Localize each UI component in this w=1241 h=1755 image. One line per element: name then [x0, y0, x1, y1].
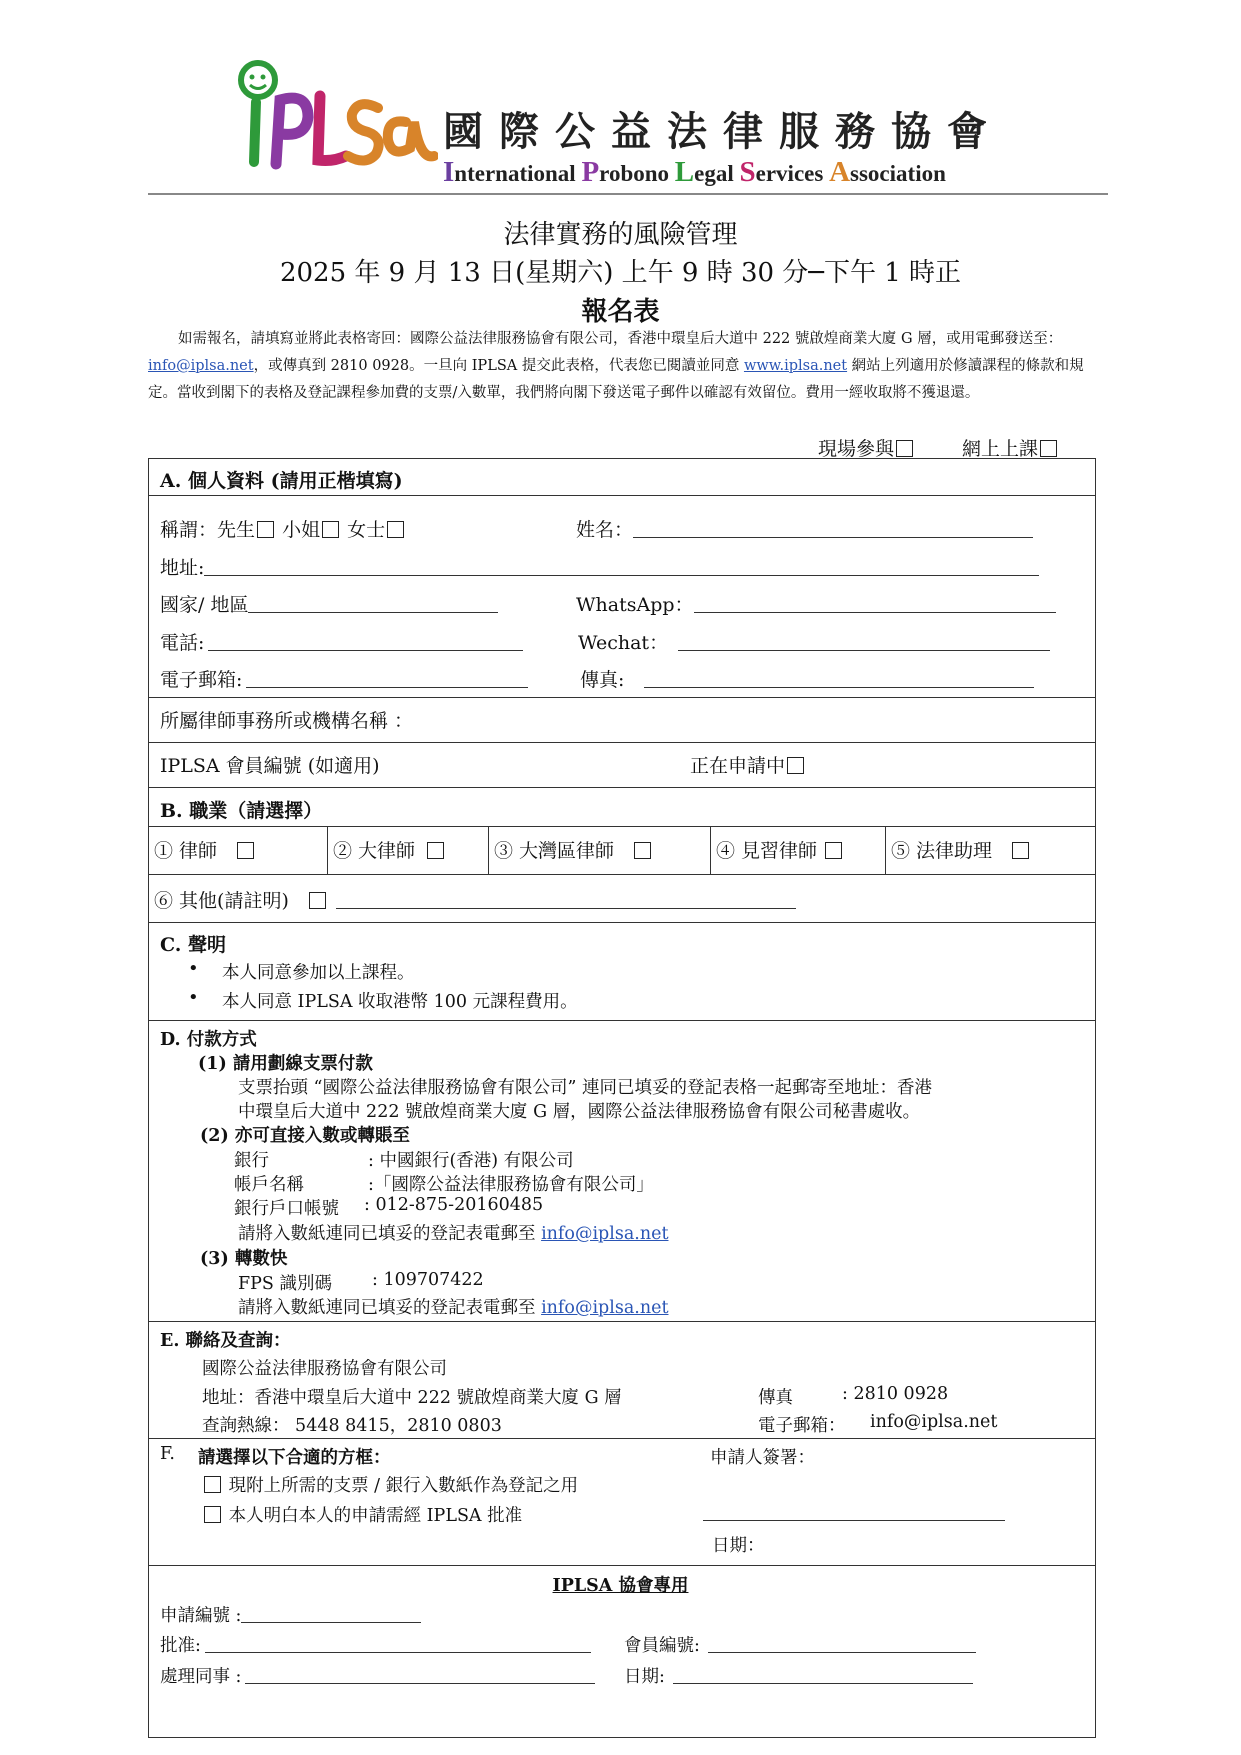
intro-paragraph: 如需報名，請填寫並將此表格寄回：國際公益法律服務協會有限公司，香港中環皇后大道中 222 號啟煌商業大廈 G 層，或用電郵發送至：info@iplsa.net，或傳真到 2810 0928。一旦向 IPLSA 提交此表格，代表您已閱讀並同意 www.iplsa.net 網站上列適用於修讀課程的條款和規定。當收到閣下的表格及登記課程參加費的支票/入數單，我們將向閣下發送電子郵件以確認有效留位。費用一經收取將不獲退還。 [148, 331, 1084, 401]
fax-field: 傳真: [580, 665, 1034, 692]
intro-website-link[interactable]: www.iplsa.net [743, 358, 848, 374]
section-b-heading: B. 職業（請選擇） [160, 800, 323, 822]
country-input-line[interactable] [248, 595, 498, 613]
account-name-label: 帳戶名稱 [234, 1175, 304, 1195]
course-datetime: 2025 年 9 月 13 日(星期六) 上午 9 時 30 分─下午 1 時正 [279, 258, 962, 288]
logo-chinese-name: 國際公益法律服務協會 [443, 108, 1003, 155]
cheque-instructions: 支票抬頭 “國際公益法律服務協會有限公司” 連同已填妥的登記表格一起郵寄至地址：香港 [238, 1078, 933, 1098]
signature-date-label[interactable]: 日期： [712, 1536, 765, 1556]
email-field: 電子郵箱: [160, 665, 528, 692]
bank-value: : 中國銀行(香港) 有限公司 [368, 1151, 574, 1171]
office-date-line[interactable] [673, 1666, 973, 1684]
applying-option: 正在申請中 [690, 751, 806, 778]
occupation-trainee[interactable]: ④ 見習律師 [716, 836, 844, 863]
office-date-field: 日期: [624, 1663, 973, 1688]
iplsa-logo-icon [238, 52, 438, 182]
barrister-checkbox[interactable] [427, 842, 444, 859]
divider [148, 1438, 1096, 1439]
approval-ack-checkbox[interactable] [204, 1506, 221, 1523]
section-d-heading: D. 付款方式 [160, 1030, 257, 1050]
fps-label: FPS 識別碼 [238, 1274, 332, 1294]
divider [885, 826, 886, 874]
staff-field: 處理同事 : [160, 1663, 595, 1688]
online-checkbox[interactable] [1040, 440, 1057, 457]
trainee-checkbox[interactable] [825, 842, 842, 859]
declaration-item: 本人同意 IPLSA 收取港幣 100 元課程費用。 [222, 992, 578, 1012]
country-field: 國家/ 地區 [160, 590, 498, 617]
divider [488, 826, 489, 874]
fax-input-line[interactable] [644, 670, 1034, 688]
section-f-heading: 請選擇以下合適的方框： [198, 1448, 391, 1468]
divider [148, 1565, 1096, 1566]
account-name-value: :「國際公益法律服務協會有限公司」 [368, 1175, 654, 1195]
contact-fax-label: 傳真 [758, 1388, 793, 1408]
staff-line[interactable] [245, 1666, 595, 1684]
bullet-icon: • [188, 987, 199, 1008]
occupation-lawyer[interactable]: ① 律師 [154, 836, 256, 863]
occupation-barrister[interactable]: ② 大律師 [333, 836, 446, 863]
contact-email-label: 電子郵箱： [758, 1416, 846, 1436]
whatsapp-input-line[interactable] [694, 595, 1056, 613]
approval-line[interactable] [205, 1635, 591, 1653]
office-use-heading: IPLSA 協會專用 [552, 1576, 689, 1596]
course-title: 法律實務的風險管理 [503, 220, 738, 250]
approval-field: 批准: [160, 1632, 591, 1657]
signature-line[interactable] [703, 1520, 1005, 1521]
other-checkbox[interactable] [309, 892, 326, 909]
header-divider [148, 193, 1108, 195]
divider [148, 495, 1096, 496]
miss-checkbox[interactable] [322, 521, 339, 538]
paralegal-checkbox[interactable] [1012, 842, 1029, 859]
iplsa-logo [238, 52, 1018, 192]
application-number-line[interactable] [241, 1605, 421, 1623]
payment-method-1-title: (1) 請用劃線支票付款 [198, 1054, 373, 1074]
bullet-icon: • [188, 958, 199, 979]
member-no-field: 會員編號: [624, 1632, 976, 1657]
occupation-other[interactable]: ⑥ 其他(請註明) [154, 886, 796, 913]
divider [710, 826, 711, 874]
onsite-checkbox[interactable] [896, 440, 913, 457]
org-address: 地址：香港中環皇后大道中 222 號啟煌商業大廈 G 層 [202, 1388, 622, 1408]
send-slip-note: 請將入數紙連同已填妥的登記表電郵至 info@iplsa.net [238, 1224, 669, 1244]
phone-input-line[interactable] [208, 633, 523, 651]
name-input-line[interactable] [633, 520, 1033, 538]
divider [148, 1321, 1096, 1322]
phone-field: 電話: [160, 628, 523, 655]
confirm-option-2: 本人明白本人的申請需經 IPLSA 批准 [202, 1502, 522, 1527]
address-input-line[interactable] [204, 558, 1039, 576]
contact-fax-value: : 2810 0928 [842, 1384, 949, 1404]
address-field: 地址: [160, 553, 1039, 580]
logo-english-name: International Probono Legal Services Association [443, 156, 946, 188]
fps-email-link[interactable]: info@iplsa.net [541, 1298, 669, 1318]
form-title: 報名表 [581, 297, 660, 327]
section-c-heading: C. 聲明 [160, 934, 227, 956]
account-number-value: : 012-875-20160485 [364, 1195, 544, 1215]
send-slip-note: 請將入數紙連同已填妥的登記表電郵至 info@iplsa.net [238, 1298, 669, 1318]
hotline: 查詢熱線： 5448 8415，2810 0803 [202, 1416, 502, 1436]
divider [148, 787, 1096, 788]
online-option: 網上上課 [962, 434, 1059, 461]
contact-email-value: info@iplsa.net [870, 1412, 998, 1432]
divider [148, 742, 1096, 743]
occupation-gba-lawyer[interactable]: ③ 大灣區律師 [494, 836, 653, 863]
cheque-instructions: 中環皇后大道中 222 號啟煌商業大廈 G 層，國際公益法律服務協會有限公司秘書處收。 [238, 1102, 921, 1122]
divider [148, 874, 1096, 875]
payment-method-2-title: (2) 亦可直接入數或轉賬至 [200, 1126, 410, 1146]
gba-lawyer-checkbox[interactable] [634, 842, 651, 859]
member-no-line[interactable] [708, 1635, 976, 1653]
email-input-line[interactable] [246, 670, 528, 688]
intro-email-link[interactable]: info@iplsa.net [148, 358, 254, 374]
section-f-letter: F. [160, 1444, 175, 1464]
signature-label: 申請人簽署： [710, 1448, 815, 1468]
section-a-heading: A. 個人資料 (請用正楷填寫) [160, 470, 403, 492]
applying-checkbox[interactable] [787, 757, 804, 774]
salutation-row: 稱謂：先生 小姐 女士 [160, 515, 406, 542]
divider [148, 922, 1096, 923]
payment-email-link[interactable]: info@iplsa.net [541, 1224, 669, 1244]
fps-value: : 109707422 [372, 1270, 484, 1290]
member-number-field[interactable]: IPLSA 會員編號 (如適用) [160, 755, 380, 777]
org-name: 國際公益法律服務協會有限公司 [202, 1359, 447, 1379]
payment-attached-checkbox[interactable] [204, 1476, 221, 1493]
account-number-label: 銀行戶口帳號 [234, 1199, 339, 1219]
ms-checkbox[interactable] [387, 521, 404, 538]
occupation-paralegal[interactable]: ⑤ 法律助理 [891, 836, 1031, 863]
firm-field[interactable]: 所屬律師事務所或機構名稱 ： [160, 710, 414, 732]
confirm-option-1: 現附上所需的支票 / 銀行入數紙作為登記之用 [202, 1472, 578, 1497]
section-e-heading: E. 聯絡及查詢： [160, 1331, 291, 1351]
onsite-option: 現場參與 [818, 434, 915, 461]
divider [148, 1020, 1096, 1021]
name-field: 姓名： [576, 515, 1033, 542]
divider [148, 697, 1096, 698]
whatsapp-field: WhatsApp： [576, 590, 1056, 617]
bank-label: 銀行 [234, 1151, 269, 1171]
wechat-input-line[interactable] [678, 633, 1050, 651]
divider [327, 826, 328, 874]
other-input-line[interactable] [336, 891, 796, 909]
application-number-field: 申請編號 : [160, 1602, 421, 1627]
wechat-field: Wechat： [578, 628, 1050, 655]
lawyer-checkbox[interactable] [237, 842, 254, 859]
mr-checkbox[interactable] [257, 521, 274, 538]
payment-method-3-title: (3) 轉數快 [200, 1249, 288, 1269]
divider [148, 826, 1096, 827]
declaration-item: 本人同意參加以上課程。 [222, 963, 415, 983]
